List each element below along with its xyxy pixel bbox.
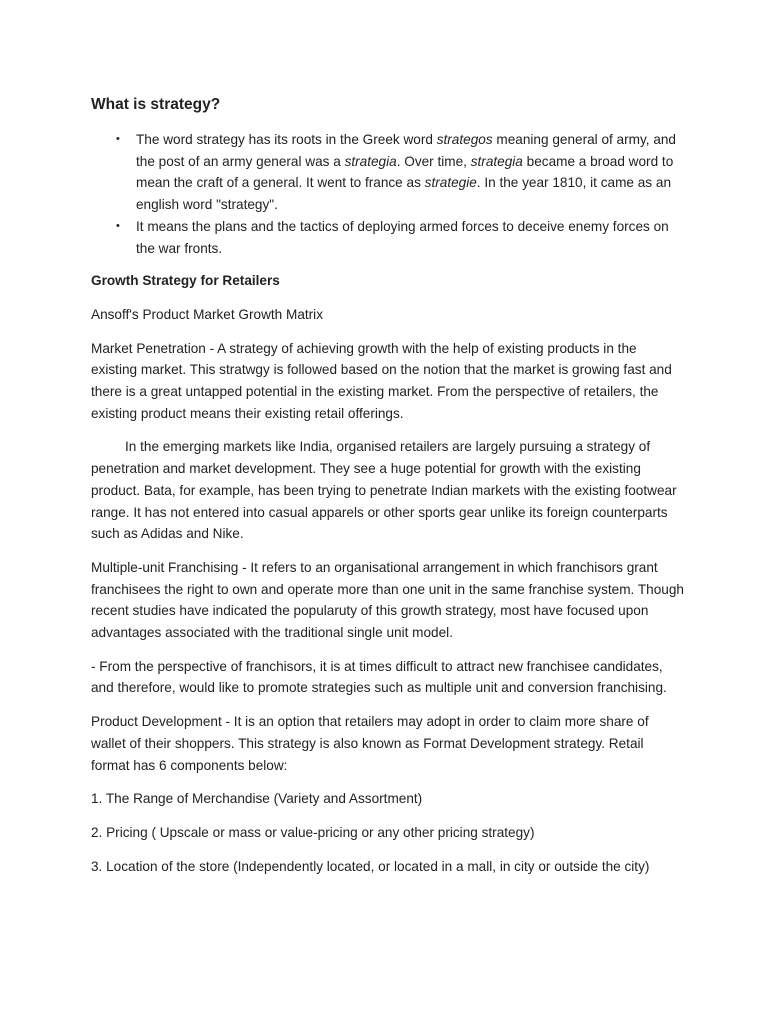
component-item: 2. Pricing ( Upscale or mass or value-pricing or any other pricing strategy) <box>91 824 535 840</box>
italic-term: strategia <box>470 153 523 169</box>
section-heading: Growth Strategy for Retailers <box>91 273 280 289</box>
component-item: 1. The Range of Merchandise (Variety and Assortment) <box>91 791 423 807</box>
paragraph-market-penetration: Market Penetration - A strategy of achieving growth with the help of existing products in the existing market. This stratwgy is followed based on the notion that the market is growing fast and there is a great untapped potential in the existing market. From the perspective of retailers, the existing product means their existing retail offerings. <box>91 340 672 421</box>
italic-term: strategos <box>436 132 493 147</box>
bullet-icon: • <box>116 219 120 232</box>
paragraph-emerging-markets: In the emerging markets like India, organised retailers are largely pursuing a strategy of penetration and market development. They see a huge potential for growth with the existing product. Bata, for example, has been trying to penetrate Indian markets with the existing footwear range. It has not entered into casual apparels or other sports gear unlike its foreign counterparts such as Adidas and Nike. <box>91 439 677 542</box>
paragraph-franchisors: - From the perspective of franchisors, it is at times difficult to attract new franchisee candidates, and therefore, would like to promote strategies such as multiple unit and conversion franchising. <box>91 658 667 696</box>
list-item <box>91 216 684 259</box>
subheading: Ansoff's Product Market Growth Matrix <box>91 306 324 322</box>
list-item <box>91 129 684 216</box>
text-run: became a broad word to mean the craft of a general. It went to france as <box>136 153 674 191</box>
text-run: It means the plans and the tactics of deploying armed forces to deceive enemy forces on the war fronts. <box>136 218 669 256</box>
text-run: . Over time, <box>396 153 471 169</box>
paragraph-franchising: Multiple-unit Franchising - It refers to an organisational arrangement in which franchisors grant franchisees the right to own and operate more than one unit in the same franchise system. Though recent studies have indicated the popularuty of this growth strategy, most have focused upon advantages associated with the traditional single unit model. <box>91 559 684 641</box>
bullet-list <box>91 129 684 259</box>
text-run: The word strategy has its roots in the Greek word <box>136 132 437 147</box>
paragraph-product-development: Product Development - It is an option that retailers may adopt in order to claim more share of wallet of their shoppers. This strategy is also known as Format Development strategy. Retail format has 6 components below: <box>91 714 649 773</box>
italic-term: strategie <box>424 175 477 191</box>
document-title: What is strategy? <box>91 96 221 113</box>
italic-term: strategia <box>344 153 397 169</box>
text-run: meaning general of army, and the post of an army general was a <box>136 132 676 169</box>
component-item: 3. Location of the store (Independently located, or located in a mall, in city or outside the city) <box>91 858 650 874</box>
bullet-icon: • <box>116 133 120 145</box>
text-run: . In the year 1810, it came as an english word "strategy". <box>136 175 671 213</box>
